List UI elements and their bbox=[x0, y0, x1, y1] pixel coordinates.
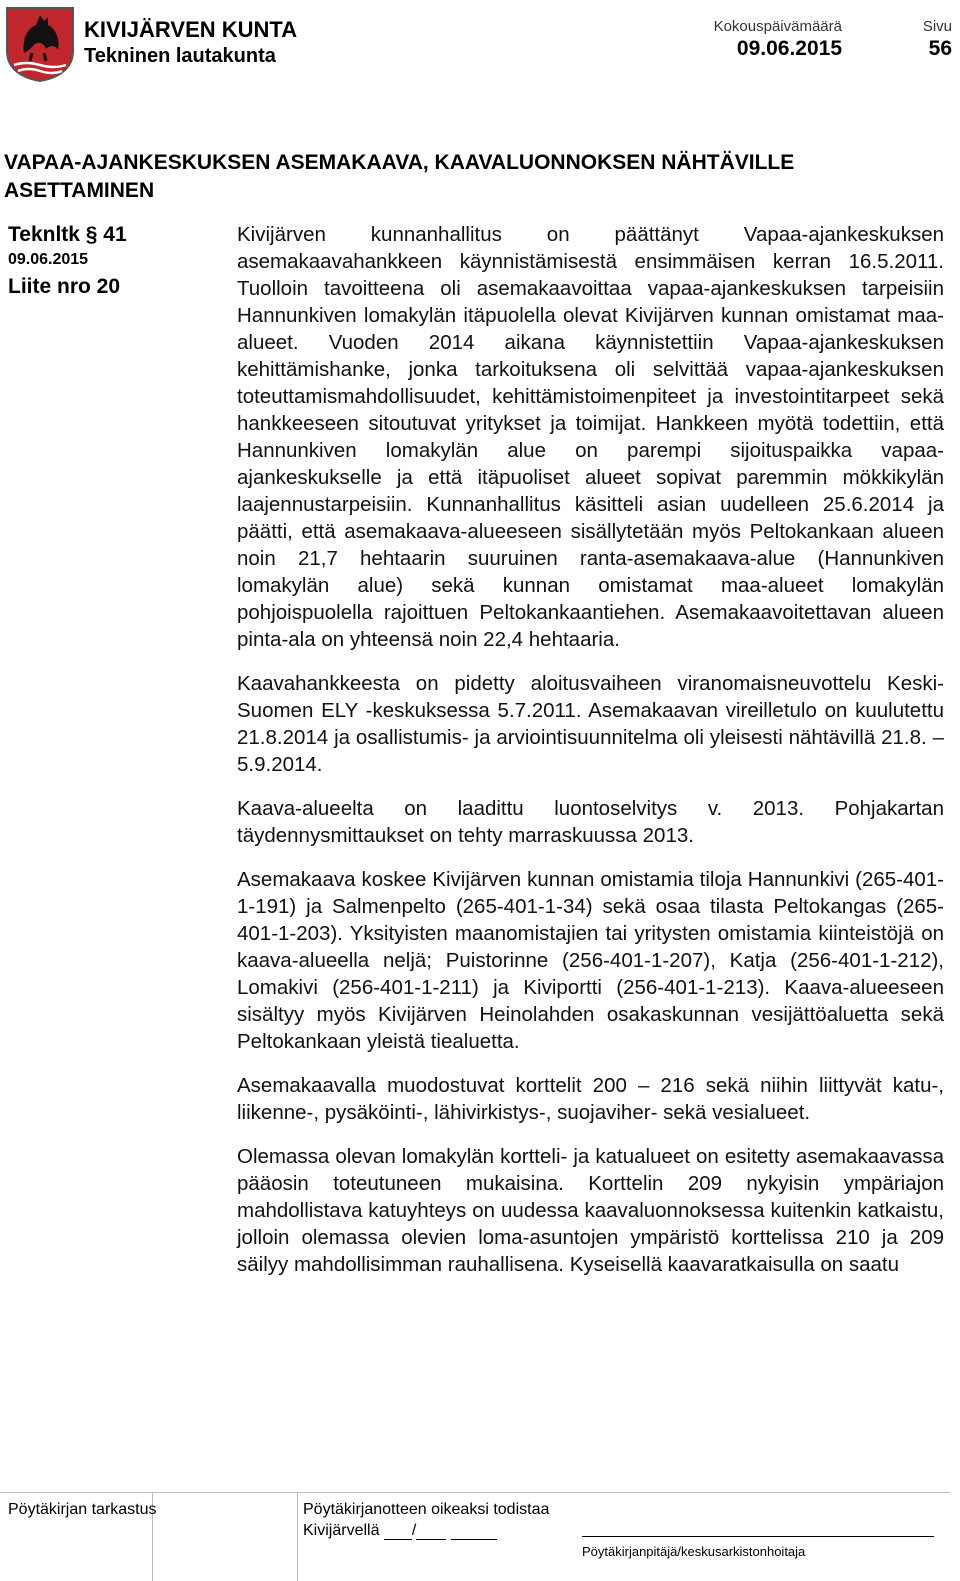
page-footer bbox=[0, 1492, 960, 1581]
place-name: Kivijärvellä bbox=[303, 1522, 380, 1539]
organization-name: KIVIJÄRVEN KUNTA bbox=[84, 17, 298, 42]
inspection-label: Pöytäkirjan tarkastus bbox=[8, 1501, 157, 1518]
year-blank bbox=[451, 1523, 497, 1540]
page-number: 56 bbox=[928, 37, 952, 60]
document-body bbox=[237, 221, 944, 1295]
municipal-crest-icon bbox=[4, 5, 76, 83]
meeting-date-label: Kokouspäivämäärä bbox=[713, 18, 842, 35]
section-meta bbox=[8, 222, 208, 300]
paragraph: Kaavahankkeesta on pidetty aloitusvaiheen viranomaisneuvottelu Keski-Suomen ELY -keskuksessa 5.7.2011. Asemakaavan vireilletulo on kuulutettu 21.8.2014 ja osallistumis- ja arviointisuunnitelma oli yleisesti nähtävillä 21.8. – 5.9.2014. bbox=[237, 672, 944, 776]
footer-divider bbox=[0, 1492, 950, 1493]
section-date: 09.06.2015 bbox=[8, 251, 89, 268]
signature-line bbox=[582, 1536, 934, 1537]
signer-title: Pöytäkirjanpitäjä/keskusarkistonhoitaja bbox=[582, 1544, 806, 1559]
certified-label: Pöytäkirjanotteen oikeaksi todistaa bbox=[303, 1501, 550, 1518]
paragraph: Asemakaava koskee Kivijärven kunnan omistamia tiloja Hannunkivi (265-401-1-191) ja Salmenpelto (265-401-1-34) sekä osaa tilasta Peltokangas (265-401-1-203). Yksityisten maanomistajien tai yritysten omistamia kiinteistöjä on kaava-alueella neljä; Puistorinne (256-401-1-207), Katja (256-401-1-212), Lomakivi (256-401-1-211) ja Kiviportti (256-401-1-213). Kaava-alueeseen sisältyy myös Kivijärven Heinolahden osakaskunnan vesijättöaluetta sekä Peltokankaan yleistä tiealuetta. bbox=[237, 868, 944, 1053]
document-title: VAPAA-AJANKESKUKSEN ASEMAKAAVA, KAAVALUONNOKSEN NÄHTÄVILLE ASETTAMINEN bbox=[4, 151, 795, 202]
month-blank bbox=[416, 1523, 446, 1540]
paragraph: Olemassa olevan lomakylän kortteli- ja katualueet on esitetty asemakaavassa pääosin toteutuneen mukaisina. Korttelin 209 nykyisin ympäriajon mahdollistava katuyhteys on uudessa kaavaluonnoksessa kuitenkin katkaistu, jolloin olemassa olevien loma-asuntojen ympäristö korttelissa 210 ja 209 säilyy mahdollisimman rauhallisena. Kyseisellä kaavaratkaisulla on saatu bbox=[237, 1145, 944, 1276]
paragraph: Kaava-alueelta on laadittu luontoselvitys v. 2013. Pohjakartan täydennysmittaukset on tehty marraskuussa 2013. bbox=[237, 797, 944, 847]
paragraph: Kivijärven kunnanhallitus on päättänyt Vapaa-ajankeskuksen asemakaavahankkeen käynnistämisestä ensimmäisen kerran 16.5.2011. Tuolloin tavoitteena oli asemakaavoittaa vapaa-ajankeskuksen tarpeisiin Hannunkiven lomakylän itäpuolella olevat Kivijärven kunnan omistamat maa-alueet. Vuoden 2014 aikana käynnistettiin Vapaa-ajankeskuksen kehittämishanke, jonka tarkoituksena oli selvittää vapaa-ajankeskuksen toteuttamismahdollisuudet, kehittämistoimenpiteet ja investointitarpeet sekä hankkeeseen sitoutuvat yritykset ja toimijat. Hankkeen myötä todettiin, että Hannunkiven lomakylän alue on parempi sijoituspaikka vapaa-ajankeskukselle ja että itäpuoliset alueet sopivat paremmin mökkikylän laajennustarpeisiin. Kunnanhallitus käsitteli asian uudelleen 25.6.2014 ja päätti, että asemakaava-alueeseen sisällytetään myös Peltokankaan alueen noin 21,7 hehtaarin suuruinen ranta-asemakaava-alue (Hannunkiven lomakylän alue) sekä kunnan omistamat maa-alueet lomakylän pohjoispuolella rajoittuen Peltokankaantiehen. Asemakaavoitettavan alueen pinta-ala on yhteensä noin 22,4 hehtaaria. bbox=[237, 223, 944, 651]
page-label: Sivu bbox=[922, 18, 952, 35]
page-header bbox=[0, 0, 960, 90]
appendix-number: Liite nro 20 bbox=[8, 275, 121, 298]
day-blank bbox=[384, 1523, 412, 1540]
signing-place bbox=[303, 1522, 497, 1540]
section-number: Teknltk § 41 bbox=[8, 223, 127, 246]
board-name: Tekninen lautakunta bbox=[84, 45, 276, 67]
paragraph: Asemakaavalla muodostuvat korttelit 200 – 216 sekä niihin liittyvät katu-, liikenne-, pysäköinti-, lähivirkistys-, suojaviher- sekä vesialueet. bbox=[237, 1074, 944, 1124]
date-separator: / bbox=[411, 1522, 417, 1539]
footer-divider bbox=[297, 1492, 298, 1581]
meeting-date: 09.06.2015 bbox=[736, 37, 842, 60]
